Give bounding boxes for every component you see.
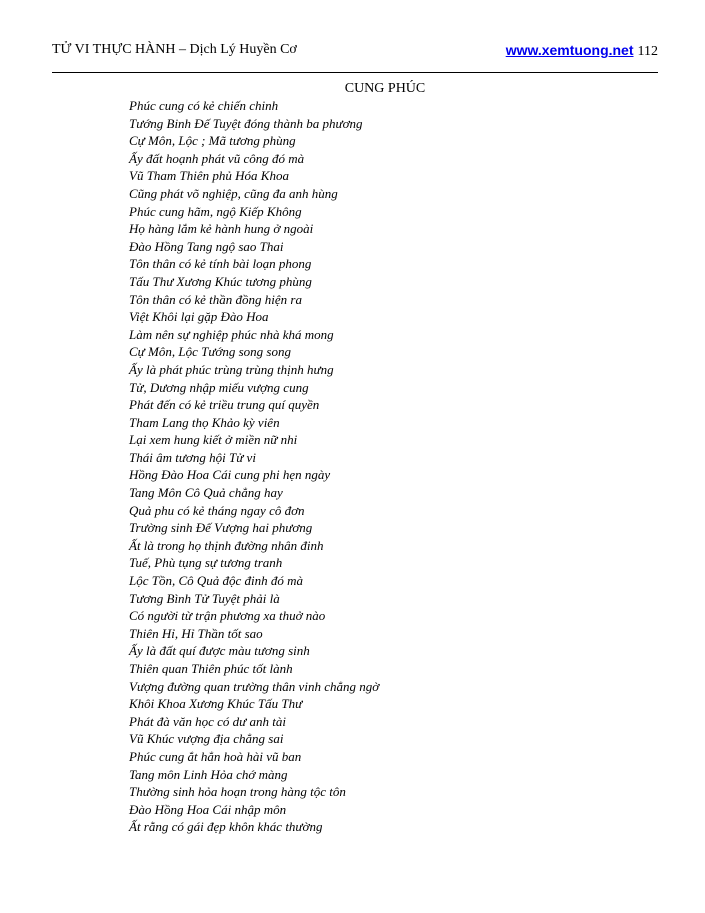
poem-line: Tang Môn Cô Quả chẳng hay [129, 485, 283, 501]
poem-line: Ấy là phát phúc trùng trùng thịnh hưng [129, 361, 334, 377]
poem-line: Ấy đất hoạnh phát vũ công đó mà [129, 150, 305, 166]
website-link[interactable]: www.xemtuong.net [505, 42, 634, 58]
poem-line: Thiên quan Thiên phúc tốt lành [129, 661, 293, 676]
poem-line: Có người từ trận phương xa thuở nào [129, 608, 326, 624]
poem-line: Cũng phát võ nghiệp, cũng đa anh hùng [129, 185, 338, 201]
poem-line: Tôn thân có kẻ thần đồng hiện ra [129, 291, 302, 307]
poem-line: Cự Môn, Lộc Tướng song song [129, 344, 291, 360]
poem-line: Tương Bình Tử Tuyệt phải là [129, 590, 280, 606]
poem-line: Vũ Tham Thiên phủ Hóa Khoa [129, 168, 289, 184]
page-header [52, 41, 658, 63]
poem-line: Họ hàng lắm kẻ hành hung ở ngoài [129, 221, 314, 237]
poem-line: Tướng Binh Đế Tuyệt đóng thành ba phương [129, 115, 363, 131]
poem-line: Đào Hồng Hoa Cái nhập môn [129, 801, 287, 817]
page-number: 112 [637, 44, 658, 59]
poem-line: Quả phu có kẻ tháng ngay cô đơn [129, 502, 305, 518]
document-title: TỬ VI THỰC HÀNH – Dịch Lý Huyền Cơ [52, 42, 297, 57]
poem-line: Ấy là đất quí được màu tương sinh [129, 643, 310, 659]
poem-line: Tử, Dương nhập miếu vượng cung [129, 379, 309, 395]
poem-line: Thường sinh hỏa hoạn trong hàng tộc tôn [129, 784, 346, 800]
poem-line: Ất rằng có gái đẹp khôn khác thường [129, 819, 323, 835]
poem-line: Lộc Tồn, Cô Quả độc đinh đó mà [129, 573, 304, 589]
poem-line: Khôi Khoa Xương Khúc Tấu Thư [129, 696, 303, 712]
poem-line: Cự Môn, Lộc ; Mã tương phùng [129, 133, 296, 149]
poem-line: Phát đến có kẻ triều trung quí quyền [129, 397, 320, 413]
poem-line: Tuế, Phù tụng sự tương tranh [129, 555, 283, 571]
poem-line: Tang môn Linh Hỏa chớ màng [129, 766, 288, 782]
poem-line: Việt Khôi lại gặp Đào Hoa [129, 309, 269, 325]
poem-line: Thiên Hỉ, Hỉ Thần tốt sao [129, 625, 263, 641]
poem-line: Tham Lang thọ Khảo kỳ viên [129, 414, 280, 430]
poem-line: Tôn thân có kẻ tính bài loạn phong [129, 256, 312, 272]
poem-line: Hồng Đào Hoa Cái cung phi hẹn ngày [129, 467, 331, 483]
poem-line: Phúc cung hãm, ngộ Kiếp Không [129, 203, 302, 219]
section-title: CUNG PHÚC [344, 81, 426, 96]
header-right [506, 41, 658, 61]
poem-line: Vượng đường quan trường thân vinh chẳng ngờ [129, 678, 380, 694]
poem-line: Làm nên sự nghiệp phúc nhà khá mong [129, 326, 334, 342]
poem-line: Lại xem hung kiết ở miền nữ nhi [129, 432, 298, 448]
poem-line: Đào Hồng Tang ngộ sao Thai [129, 238, 284, 254]
poem-line: Thái âm tương hội Tử vi [129, 449, 256, 465]
poem-line: Ất là trong họ thịnh đường nhân đinh [129, 537, 324, 553]
poem-line: Phúc cung có kẻ chiến chinh [129, 98, 279, 113]
poem-line: Phát đà văn học có dư anh tài [129, 713, 286, 729]
poem-line: Vũ Khúc vượng địa chẳng sai [129, 731, 284, 747]
poem-lines [129, 97, 669, 836]
header-divider [52, 72, 658, 73]
poem-line: Tấu Thư Xương Khúc tương phùng [129, 273, 312, 289]
poem-line: Phúc cung ắt hẳn hoà hài vũ ban [129, 748, 302, 764]
poem-line: Trường sinh Đế Vượng hai phương [129, 520, 313, 536]
